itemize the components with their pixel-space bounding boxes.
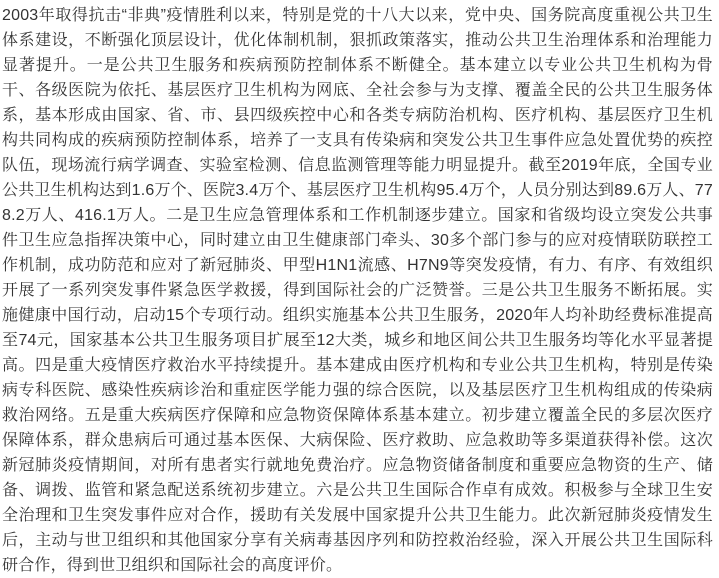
body-paragraph: 2003年取得抗击“非典”疫情胜利以来，特别是党的十八大以来，党中央、国务院高度重视公共卫生体系建设，不断强化顶层设计，优化体制机制，狠抓政策落实，推动公共卫生治理体系和治理能力显著提升。一是公共卫生服务和疾病预防控制体系不断健全。基本建立以专业公共卫生机构为骨干、各级医院为依托、基层医疗卫生机构为网底、全社会参与为支撑、覆盖全民的公共卫生服务体系，基本形成由国家、省、市、县四级疾控中心和各类专病防治机构、医疗机构、基层医疗卫生机构共同构成的疾病预防控制体系，培养了一支具有传染病和突发公共卫生事件应急处置优势的疾控队伍，现场流行病学调查、实验室检测、信息监测管理等能力明显提升。截至2019年底，全国专业公共卫生机构达到1.6万个、医院3.4万个、基层医疗卫生机构95.4万个，人员分别达到89.6万人、778.2万人、416.1万人。二是卫生应急管理体系和工作机制逐步建立。国家和省级均设立突发公共事件卫生应急指挥决策中心，同时建立由卫生健康部门牵头、30多个部门参与的应对疫情联防联控工作机制，成功防范和应对了新冠肺炎、甲型H1N1流感、H7N9等突发疫情，有力、有序、有效组织开展了一系列突发事件紧急医学救援，得到国际社会的广泛赞誉。三是公共卫生服务不断拓展。实施健康中国行动，启动15个专项行动。组织实施基本公共卫生服务，2020年人均补助经费标准提高至74元，国家基本公共卫生服务项目扩展至12大类，城乡和地区间公共卫生服务均等化水平显著提高。四是重大疫情医疗救治水平持续提升。基本建成由医疗机构和专业公共卫生机构，特别是传染病专科医院、感染性疾病诊治和重症医学能力强的综合医院，以及基层医疗卫生机构组成的传染病救治网络。五是重大疾病医疗保障和应急物资保障体系基本建立。初步建立覆盖全民的多层次医疗保障体系，群众患病后可通过基本医保、大病保险、医疗救助、应急救助等多渠道获得补偿。这次新冠肺炎疫情期间，对所有患者实行就地免费治疗。应急物资储备制度和重要应急物资的生产、储备、调拨、监管和紧急配送系统初步建立。六是公共卫生国际合作卓有成效。积极参与全球卫生安全治理和卫生突发事件应对合作，援助有关发展中国家提升公共卫生能力。此次新冠肺炎疫情发生后，主动与世卫组织和其他国家分享有关病毒基因序列和防控救治经验，深入开展公共卫生国际科研合作，得到世卫组织和国际社会的高度评价。 — [2, 7, 713, 574]
